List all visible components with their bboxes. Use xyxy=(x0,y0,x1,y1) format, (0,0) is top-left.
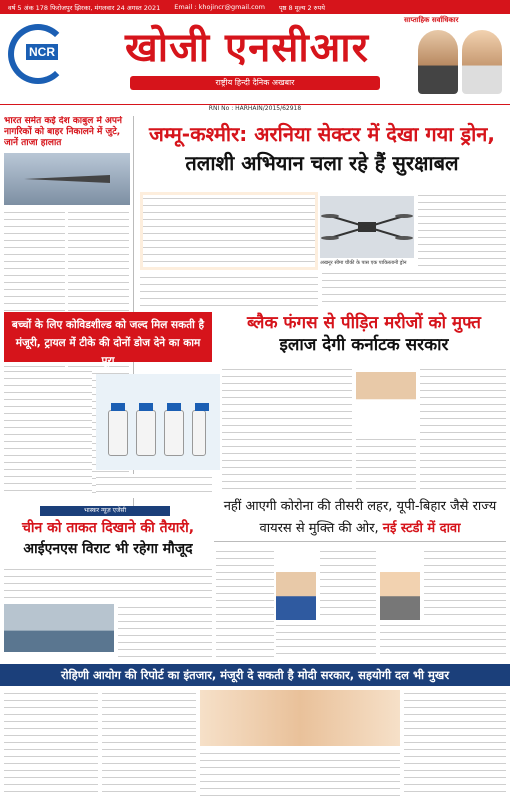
rohini-body-text xyxy=(404,690,506,796)
covaxin-headline-box xyxy=(4,312,212,367)
main-headline-line1: जम्मू-कश्मीर: अरनिया सेक्टर में देखा गया ड्रोन, xyxy=(149,122,495,146)
warship-photo xyxy=(4,604,114,652)
china-headline xyxy=(4,518,212,562)
top-info-bar xyxy=(0,0,510,14)
third-wave-body-text xyxy=(424,548,506,620)
china-headline-line1: चीन को ताकत दिखाने की तैयारी, xyxy=(21,520,195,536)
drone-photo xyxy=(320,196,414,258)
drone-icon xyxy=(320,196,414,258)
vaccine-photo xyxy=(96,374,220,470)
bullet-text xyxy=(418,192,506,268)
third-wave-line1: नहीं आएगी कोरोना की तीसरी लहर, यूपी-बिहार जैसे राज्य xyxy=(223,499,497,514)
black-fungus-line1: ब्लैक फंगस से पीड़ित मरीजों को मुफ्त xyxy=(247,313,481,333)
china-headline-line2: आईएनएस विराट भी रहेगा मौजूद xyxy=(23,541,193,557)
bullet-text xyxy=(143,195,315,267)
china-body-text xyxy=(4,566,212,600)
body-text-block xyxy=(322,270,506,308)
covaxin-body-text xyxy=(4,368,92,496)
third-wave-body-text xyxy=(216,548,274,660)
issue-info: वर्ष 5 अंक 178 फिरोजपुर झिरका, मंगलवार 24 अगस्त 2021 xyxy=(8,3,161,12)
leaders-photo xyxy=(200,690,400,746)
rohini-headline: रोहिणी आयोग की रिपोर्ट का इंतजार, मंजूरी दे सकती है मोदी सरकार, सहयोगी दल भी मुखर xyxy=(0,664,510,686)
leader-photo xyxy=(356,372,416,432)
masthead-portraits xyxy=(418,26,504,96)
third-wave-line2b: नई स्टडी में दावा xyxy=(382,521,461,536)
vial-icon xyxy=(192,410,206,456)
tagline: राष्ट्रीय हिन्दी दैनिक अखबार xyxy=(130,76,380,90)
black-fungus-headline xyxy=(222,312,506,360)
third-wave-body-text xyxy=(320,548,376,620)
main-headline-line2: तलाशी अभियान चला रहे हैं सुरक्षाबल xyxy=(185,151,459,175)
portrait-image xyxy=(418,30,458,94)
email-contact[interactable]: Email : khojincr@gmail.com xyxy=(174,3,265,11)
main-headline xyxy=(138,120,506,186)
logo-text: NCR xyxy=(26,44,58,60)
third-wave-body-text xyxy=(276,622,376,660)
body-text-block xyxy=(140,274,318,308)
vial-icon xyxy=(136,410,156,456)
masthead xyxy=(0,14,510,104)
aircraft-photo xyxy=(4,153,130,205)
third-wave-headline xyxy=(214,496,506,542)
covaxin-body-text xyxy=(96,474,212,498)
third-wave-body-text xyxy=(380,622,506,660)
portrait-image xyxy=(462,30,502,94)
bullet-points-box xyxy=(140,192,318,270)
ncr-logo xyxy=(6,18,76,94)
covaxin-headline: बच्चों के लिए कोविडशील्ड को जल्द मिल सकती है मंजूरी, ट्रायल में टीके की दोनों डोज देने का काम पूरा xyxy=(11,319,205,367)
fungus-body-text xyxy=(222,366,352,492)
pages-price: पृष्ठ 8 मूल्य 2 रुपये xyxy=(278,3,326,12)
person-photo xyxy=(276,572,316,620)
drone-caption: अखनूर सीमा चौकी के पास एक पाकिस्तानी ड्रोन xyxy=(320,260,407,266)
left-story-headline: भारत समेत कई देश काबुल में अपने नागरिकों को बाहर निकालने में जुटे, जानें ताजा हालात xyxy=(4,116,122,148)
third-wave-line2 xyxy=(214,518,506,540)
rni-number: RNI No : HARHAIN/2015/62918 xyxy=(0,104,510,114)
rohini-body-text xyxy=(4,690,98,796)
rohini-body-text xyxy=(102,690,196,796)
vial-icon xyxy=(108,410,128,456)
person-photo xyxy=(380,572,420,620)
fungus-body-text xyxy=(356,436,416,492)
third-wave-line2a: वायरस से मुक्ति की ओर, xyxy=(259,521,383,536)
rohini-body-text xyxy=(200,750,400,796)
newspaper-title: खोजी एनसीआर xyxy=(124,25,369,71)
weekly-label: साप्ताहिक सर्वाधिकार xyxy=(404,16,459,24)
china-body-text xyxy=(118,604,212,660)
black-fungus-line2: इलाज देगी कर्नाटक सरकार xyxy=(279,335,449,355)
vial-icon xyxy=(164,410,184,456)
agency-tag: भास्कर न्यूज़ एजेंसी xyxy=(40,506,170,516)
fungus-body-text xyxy=(420,366,506,492)
bullet-points-right xyxy=(418,192,506,268)
